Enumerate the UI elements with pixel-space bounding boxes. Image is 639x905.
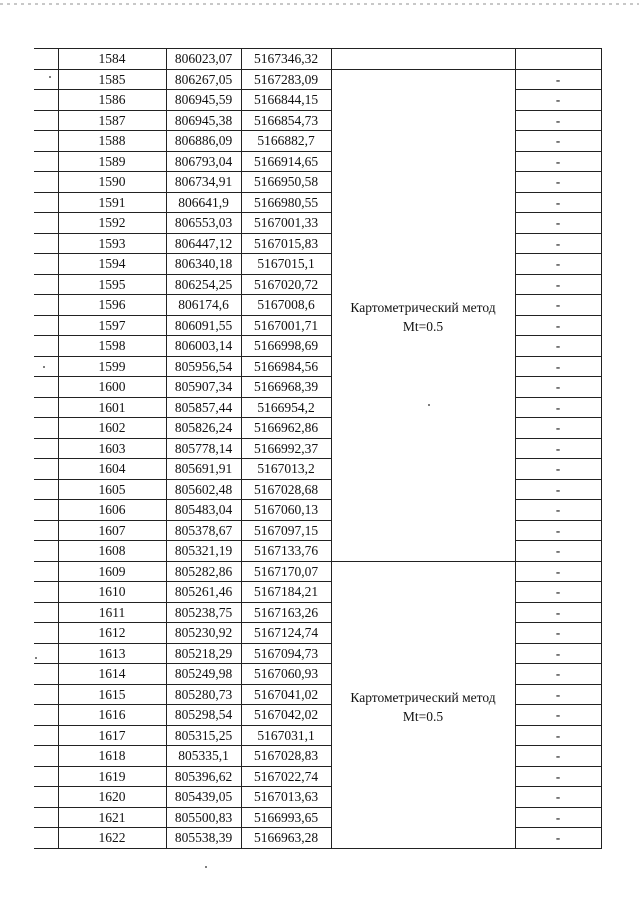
x-coordinate-cell: 805826,24 [166, 418, 241, 439]
point-number-cell: 1620 [58, 787, 166, 808]
point-number-cell: 1584 [58, 49, 166, 70]
point-number-cell: 1619 [58, 766, 166, 787]
coordinates-table [34, 48, 602, 849]
x-coordinate-cell: 805315,25 [166, 725, 241, 746]
point-number-cell: 1597 [58, 315, 166, 336]
table-row [34, 664, 601, 685]
x-coordinate-cell: 806945,59 [166, 90, 241, 111]
x-coordinate-cell: 806734,91 [166, 172, 241, 193]
point-number-cell: 1586 [58, 90, 166, 111]
y-coordinate-cell: 5166882,7 [241, 131, 331, 152]
note-cell: - [515, 356, 601, 377]
x-coordinate-cell: 806023,07 [166, 49, 241, 70]
note-cell: - [515, 746, 601, 767]
y-coordinate-cell: 5167028,83 [241, 746, 331, 767]
table-row [34, 623, 601, 644]
note-cell: - [515, 828, 601, 849]
method-accuracy: Mt=0.5 [402, 708, 444, 724]
table-row [34, 684, 601, 705]
x-coordinate-cell: 805238,75 [166, 602, 241, 623]
note-cell: - [515, 664, 601, 685]
y-coordinate-cell: 5167008,6 [241, 295, 331, 316]
row-spacer-cell [34, 172, 58, 193]
y-coordinate-cell: 5167124,74 [241, 623, 331, 644]
x-coordinate-cell: 805335,1 [166, 746, 241, 767]
method-cell [331, 561, 515, 848]
point-number-cell: 1615 [58, 684, 166, 705]
row-spacer-cell [34, 315, 58, 336]
x-coordinate-cell: 806886,09 [166, 131, 241, 152]
y-coordinate-cell: 5167013,2 [241, 459, 331, 480]
y-coordinate-cell: 5167015,83 [241, 233, 331, 254]
table-row [34, 377, 601, 398]
y-coordinate-cell: 5166984,56 [241, 356, 331, 377]
row-spacer-cell [34, 602, 58, 623]
row-spacer-cell [34, 274, 58, 295]
y-coordinate-cell: 5166963,28 [241, 828, 331, 849]
y-coordinate-cell: 5167133,76 [241, 541, 331, 562]
row-spacer-cell [34, 479, 58, 500]
y-coordinate-cell: 5166844,15 [241, 90, 331, 111]
point-number-cell: 1608 [58, 541, 166, 562]
note-cell: - [515, 69, 601, 90]
x-coordinate-cell: 805500,83 [166, 807, 241, 828]
row-spacer-cell [34, 828, 58, 849]
row-spacer-cell [34, 213, 58, 234]
y-coordinate-cell: 5167042,02 [241, 705, 331, 726]
row-spacer-cell [34, 49, 58, 70]
row-spacer-cell [34, 561, 58, 582]
table-row [34, 561, 601, 582]
x-coordinate-cell: 806254,25 [166, 274, 241, 295]
note-cell: - [515, 213, 601, 234]
point-number-cell: 1600 [58, 377, 166, 398]
page-top-edge [0, 3, 639, 5]
table-row [34, 541, 601, 562]
point-number-cell: 1587 [58, 110, 166, 131]
y-coordinate-cell: 5167060,93 [241, 664, 331, 685]
note-cell: - [515, 766, 601, 787]
point-number-cell: 1616 [58, 705, 166, 726]
table-row [34, 643, 601, 664]
y-coordinate-cell: 5166954,2 [241, 397, 331, 418]
row-spacer-cell [34, 377, 58, 398]
table-row [34, 90, 601, 111]
table-row [34, 233, 601, 254]
x-coordinate-cell: 806447,12 [166, 233, 241, 254]
method-name: Картометрический метод [350, 689, 496, 705]
table-row [34, 438, 601, 459]
x-coordinate-cell: 806267,05 [166, 69, 241, 90]
note-cell [515, 49, 601, 70]
y-coordinate-cell: 5167015,1 [241, 254, 331, 275]
y-coordinate-cell: 5166968,39 [241, 377, 331, 398]
table-row [34, 131, 601, 152]
table-row [34, 274, 601, 295]
point-number-cell: 1595 [58, 274, 166, 295]
x-coordinate-cell: 806553,03 [166, 213, 241, 234]
point-number-cell: 1594 [58, 254, 166, 275]
table-row [34, 418, 601, 439]
point-number-cell: 1613 [58, 643, 166, 664]
point-number-cell: 1591 [58, 192, 166, 213]
point-number-cell: 1610 [58, 582, 166, 603]
x-coordinate-cell: 805230,92 [166, 623, 241, 644]
table-row [34, 172, 601, 193]
y-coordinate-cell: 5166854,73 [241, 110, 331, 131]
row-spacer-cell [34, 541, 58, 562]
x-coordinate-cell: 805321,19 [166, 541, 241, 562]
table-row [34, 746, 601, 767]
note-cell: - [515, 459, 601, 480]
table-row [34, 151, 601, 172]
point-number-cell: 1593 [58, 233, 166, 254]
point-number-cell: 1585 [58, 69, 166, 90]
row-spacer-cell [34, 356, 58, 377]
row-spacer-cell [34, 787, 58, 808]
table-row [34, 397, 601, 418]
note-cell: - [515, 643, 601, 664]
table-row [34, 192, 601, 213]
note-cell: - [515, 131, 601, 152]
x-coordinate-cell: 805298,54 [166, 705, 241, 726]
x-coordinate-cell: 805538,39 [166, 828, 241, 849]
point-number-cell: 1622 [58, 828, 166, 849]
y-coordinate-cell: 5167001,33 [241, 213, 331, 234]
table-row [34, 356, 601, 377]
x-coordinate-cell: 806340,18 [166, 254, 241, 275]
table-row [34, 336, 601, 357]
note-cell: - [515, 684, 601, 705]
table-row [34, 500, 601, 521]
y-coordinate-cell: 5167041,02 [241, 684, 331, 705]
note-cell: - [515, 438, 601, 459]
method-accuracy: Mt=0.5 [402, 319, 444, 334]
point-number-cell: 1618 [58, 746, 166, 767]
point-number-cell: 1614 [58, 664, 166, 685]
y-coordinate-cell: 5166993,65 [241, 807, 331, 828]
x-coordinate-cell: 805218,29 [166, 643, 241, 664]
x-coordinate-cell: 806641,9 [166, 192, 241, 213]
row-spacer-cell [34, 623, 58, 644]
method-cell [331, 69, 515, 561]
y-coordinate-cell: 5167031,1 [241, 725, 331, 746]
y-coordinate-cell: 5167094,73 [241, 643, 331, 664]
point-number-cell: 1605 [58, 479, 166, 500]
point-number-cell: 1598 [58, 336, 166, 357]
table-row [34, 766, 601, 787]
table-row [34, 69, 601, 90]
table-row [34, 705, 601, 726]
row-spacer-cell [34, 254, 58, 275]
x-coordinate-cell: 805778,14 [166, 438, 241, 459]
y-coordinate-cell: 5167001,71 [241, 315, 331, 336]
y-coordinate-cell: 5167283,09 [241, 69, 331, 90]
table-row [34, 479, 601, 500]
row-spacer-cell [34, 151, 58, 172]
point-number-cell: 1599 [58, 356, 166, 377]
note-cell: - [515, 787, 601, 808]
x-coordinate-cell: 806174,6 [166, 295, 241, 316]
x-coordinate-cell: 806091,55 [166, 315, 241, 336]
note-cell: - [515, 397, 601, 418]
x-coordinate-cell: 806003,14 [166, 336, 241, 357]
x-coordinate-cell: 805261,46 [166, 582, 241, 603]
row-spacer-cell [34, 192, 58, 213]
point-number-cell: 1589 [58, 151, 166, 172]
x-coordinate-cell: 805691,91 [166, 459, 241, 480]
point-number-cell: 1592 [58, 213, 166, 234]
note-cell: - [515, 172, 601, 193]
y-coordinate-cell: 5167013,63 [241, 787, 331, 808]
note-cell: - [515, 254, 601, 275]
x-coordinate-cell: 805396,62 [166, 766, 241, 787]
row-spacer-cell [34, 233, 58, 254]
note-cell: - [515, 192, 601, 213]
point-number-cell: 1590 [58, 172, 166, 193]
y-coordinate-cell: 5166992,37 [241, 438, 331, 459]
note-cell: - [515, 479, 601, 500]
x-coordinate-cell: 805280,73 [166, 684, 241, 705]
x-coordinate-cell: 805249,98 [166, 664, 241, 685]
x-coordinate-cell: 805483,04 [166, 500, 241, 521]
point-number-cell: 1596 [58, 295, 166, 316]
point-number-cell: 1606 [58, 500, 166, 521]
note-cell: - [515, 274, 601, 295]
note-cell: - [515, 151, 601, 172]
y-coordinate-cell: 5166980,55 [241, 192, 331, 213]
method-cell-empty [331, 49, 515, 70]
row-spacer-cell [34, 131, 58, 152]
method-name: Картометрический метод [350, 300, 496, 315]
row-spacer-cell [34, 110, 58, 131]
table-row [34, 602, 601, 623]
y-coordinate-cell: 5166962,86 [241, 418, 331, 439]
point-number-cell: 1612 [58, 623, 166, 644]
table-row [34, 213, 601, 234]
y-coordinate-cell: 5166998,69 [241, 336, 331, 357]
table-row [34, 110, 601, 131]
note-cell: - [515, 582, 601, 603]
note-cell: - [515, 90, 601, 111]
y-coordinate-cell: 5167097,15 [241, 520, 331, 541]
point-number-cell: 1621 [58, 807, 166, 828]
y-coordinate-cell: 5167028,68 [241, 479, 331, 500]
note-cell: - [515, 110, 601, 131]
x-coordinate-cell: 805282,86 [166, 561, 241, 582]
note-cell: - [515, 233, 601, 254]
y-coordinate-cell: 5167163,26 [241, 602, 331, 623]
point-number-cell: 1602 [58, 418, 166, 439]
row-spacer-cell [34, 725, 58, 746]
point-number-cell: 1604 [58, 459, 166, 480]
row-spacer-cell [34, 69, 58, 90]
y-coordinate-cell: 5167020,72 [241, 274, 331, 295]
note-cell: - [515, 418, 601, 439]
point-number-cell: 1617 [58, 725, 166, 746]
note-cell: - [515, 623, 601, 644]
row-spacer-cell [34, 766, 58, 787]
row-spacer-cell [34, 397, 58, 418]
table-row [34, 787, 601, 808]
scan-speck [205, 866, 207, 868]
x-coordinate-cell: 805602,48 [166, 479, 241, 500]
row-spacer-cell [34, 520, 58, 541]
y-coordinate-cell: 5167170,07 [241, 561, 331, 582]
table-row [34, 254, 601, 275]
row-spacer-cell [34, 418, 58, 439]
table-row [34, 725, 601, 746]
x-coordinate-cell: 805378,67 [166, 520, 241, 541]
row-spacer-cell [34, 807, 58, 828]
row-spacer-cell [34, 664, 58, 685]
note-cell: - [515, 500, 601, 521]
table-row [34, 459, 601, 480]
x-coordinate-cell: 805907,34 [166, 377, 241, 398]
note-cell: - [515, 520, 601, 541]
table-row [34, 49, 601, 70]
row-spacer-cell [34, 643, 58, 664]
note-cell: - [515, 705, 601, 726]
note-cell: - [515, 561, 601, 582]
point-number-cell: 1603 [58, 438, 166, 459]
row-spacer-cell [34, 295, 58, 316]
note-cell: - [515, 295, 601, 316]
row-spacer-cell [34, 90, 58, 111]
row-spacer-cell [34, 500, 58, 521]
y-coordinate-cell: 5167022,74 [241, 766, 331, 787]
point-number-cell: 1601 [58, 397, 166, 418]
x-coordinate-cell: 805956,54 [166, 356, 241, 377]
table-row [34, 520, 601, 541]
note-cell: - [515, 807, 601, 828]
point-number-cell: 1588 [58, 131, 166, 152]
coordinates-table-body [34, 49, 601, 849]
note-cell: - [515, 602, 601, 623]
point-number-cell: 1607 [58, 520, 166, 541]
row-spacer-cell [34, 684, 58, 705]
x-coordinate-cell: 806793,04 [166, 151, 241, 172]
note-cell: - [515, 541, 601, 562]
note-cell: - [515, 336, 601, 357]
table-row [34, 315, 601, 336]
row-spacer-cell [34, 705, 58, 726]
table-row [34, 295, 601, 316]
y-coordinate-cell: 5167346,32 [241, 49, 331, 70]
row-spacer-cell [34, 438, 58, 459]
row-spacer-cell [34, 459, 58, 480]
table-row [34, 828, 601, 849]
note-cell: - [515, 377, 601, 398]
x-coordinate-cell: 805439,05 [166, 787, 241, 808]
note-cell: - [515, 725, 601, 746]
x-coordinate-cell: 806945,38 [166, 110, 241, 131]
note-cell: - [515, 315, 601, 336]
y-coordinate-cell: 5167060,13 [241, 500, 331, 521]
y-coordinate-cell: 5166950,58 [241, 172, 331, 193]
y-coordinate-cell: 5167184,21 [241, 582, 331, 603]
table-row [34, 582, 601, 603]
point-number-cell: 1611 [58, 602, 166, 623]
row-spacer-cell [34, 582, 58, 603]
table-row [34, 807, 601, 828]
row-spacer-cell [34, 336, 58, 357]
x-coordinate-cell: 805857,44 [166, 397, 241, 418]
point-number-cell: 1609 [58, 561, 166, 582]
y-coordinate-cell: 5166914,65 [241, 151, 331, 172]
row-spacer-cell [34, 746, 58, 767]
